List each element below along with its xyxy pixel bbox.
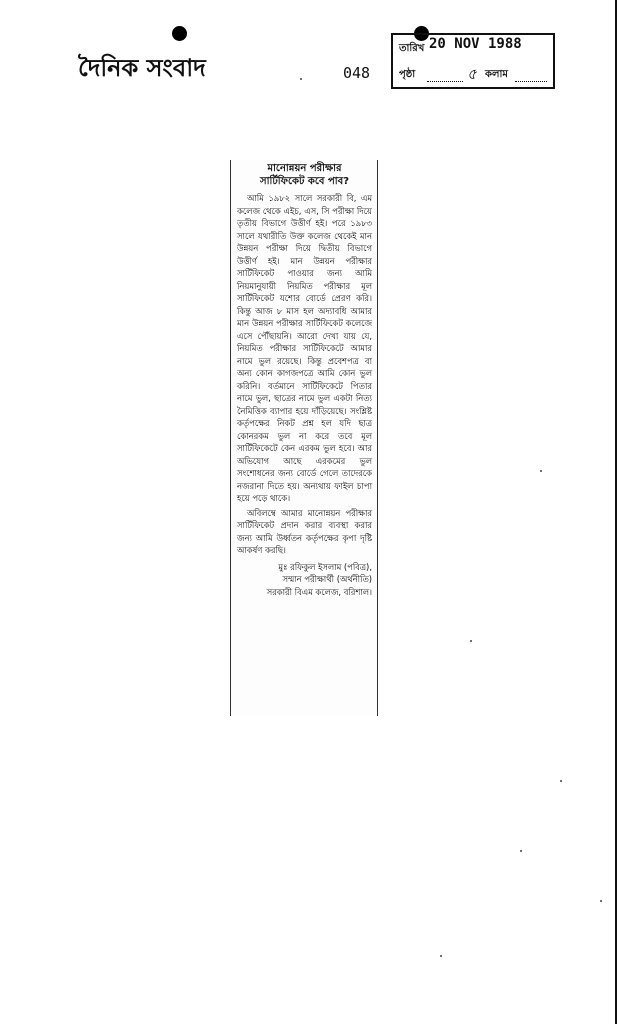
article-title: মানোন্নয়ন পরীক্ষার	[267, 163, 342, 174]
scan-speck	[560, 780, 562, 782]
scan-speck	[300, 78, 302, 80]
article-subtitle: সার্টিফিকেট কবে পাব?	[259, 176, 350, 187]
stamp-dotted-line	[515, 73, 547, 82]
article-paragraph: অবিলম্বে আমার মানোন্নয়ন পরীক্ষার সার্টিফিকেট প্রদান করার ব্যবস্থা করার জন্য আমি উর্ধ্বতন কর্তৃপক্ষের কৃপা দৃষ্টি আকর্ষণ করছি।	[237, 507, 372, 555]
stamp-date-value: 20 NOV 1988	[429, 36, 522, 52]
stamp-dotted-line	[427, 73, 463, 82]
page-edge	[615, 0, 617, 1024]
scan-speck	[470, 640, 472, 642]
stamp-page-label: পৃষ্ঠা	[399, 69, 416, 80]
signature-role: সম্মান পরীক্ষার্থী (অর্থনীতি)	[282, 574, 372, 584]
stamp-page-value: ৫	[467, 65, 477, 83]
newspaper-name: দৈনিক সংবাদ	[78, 54, 206, 82]
signature-name: মুঃ রফিকুল ইসলাম (পবিত্র),	[278, 561, 372, 572]
stamp-column-label: কলাম	[485, 69, 508, 80]
signature-college: সরকারী বিএম কলেজ, বরিশাল।	[266, 586, 372, 597]
scan-speck	[600, 900, 602, 902]
scan-speck	[540, 470, 542, 472]
date-stamp	[391, 33, 555, 89]
punch-hole	[172, 26, 187, 41]
scan-speck	[440, 955, 442, 957]
page-number: 048	[343, 64, 371, 82]
article-body	[237, 192, 372, 557]
newspaper-clipping	[230, 160, 378, 716]
article-paragraph: আমি ১৯৮২ সালে সরকারী বি, এম কলেজ থেকে এইচ, এস, সি পরীক্ষা দিয়ে তৃতীয় বিভাগে উত্তীর্ণ হই। পরে ১৯৮৩ সালে যথারীতি উক্ত কলেজ থেকেই মান উন্নয়ন পরীক্ষা দিয়ে দ্বিতীয় বিভাগে উত্তীর্ণ হই। মান উন্নয়ন পরীক্ষার সার্টিফিকেট পাওয়ার জন্য আমি নিয়মানুযায়ী নিয়মিত পরীক্ষার মূল সার্টিফিকেট যশোর বোর্ডে প্রেরণ করি। কিন্তু আজ ৮ মাস হল অদ্যাবধি আমার মান উন্নয়ন পরীক্ষার সার্টিফিকেট কলেজে এসে পৌঁছায়নি। আরো দেখা যায় যে, নিয়মিত পরীক্ষার সার্টিফিকেটে আমার নামে ভুল রয়েছে। কিন্তু প্রবেশপত্র বা অন্য কোন কাগজপত্রে আমি কোন ভুল করিনি। বর্তমানে সার্টিফিকেটে পিতার নামে ভুল, ছাত্রের নামে ভুল একটা নিত্য নৈমিত্তিক ব্যাপার হয়ে দাঁড়িয়েছে। সংশ্লিষ্ট কর্তৃপক্ষের নিকট প্রশ্ন হল যদি ছাত্র কোনরকম ভুল না করে তবে মূল সার্টিফিকেটে কেন এরকম ভুল হবে। আর অভিযোগ আছে এরকমের ভুল সংশোধনের জন্য বোর্ডে গেলে তাদেরকে নজরানা দিতে হয়। অন্যথায় ফাইল চাপা হয়ে পড়ে থাকে।	[237, 193, 372, 503]
article-signature	[237, 561, 372, 599]
scan-speck	[520, 850, 522, 852]
stamp-date-label: তারিখ	[399, 43, 425, 54]
